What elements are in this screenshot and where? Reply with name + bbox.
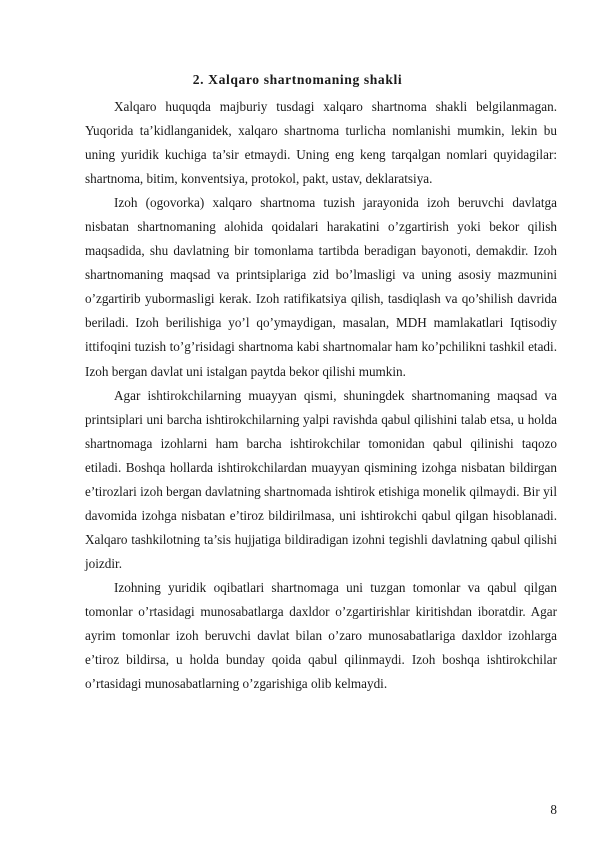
paragraph-1: Xalqaro huquqda majburiy tusdagi xalqaro shartnoma shakli belgilanmagan. Yuqorida ta’kidlanganidek, xalqaro shartnoma turlicha nomlanishi mumkin, lekin bu uning yuridik kuchiga ta’sir etmaydi. Uning eng keng tarqalgan nomlari quyidagilar: shartnoma, bitim, konventsiya, protokol, pakt, ustav, deklaratsiya. bbox=[85, 99, 557, 187]
section-heading: 2. Xalqaro shartnomaning shakli bbox=[192, 72, 403, 87]
paragraph-3: Agar ishtirokchilarning muayyan qismi, shuningdek shartnomaning maqsad va printsiplari uni barcha ishtirokchilarning yalpi ravishda qabul qilishini talab etsa, u holda shartnomaga izohlarni ham barcha ishtirokchilar tomonidan qabul qilinishi taqozo etiladi. Boshqa hollarda ishtirokchilardan muayyan qismining izohga nisbatan bildirgan e’tirozlari izoh bergan davlatning shartnomada ishtirok etishiga monelik qilmaydi. Bir yil davomida izohga nisbatan e’tiroz bildirilmasa, uni ishtirokchi qabul qilgan hisoblanadi. Xalqaro tashkilotning ta’sis hujjatiga bildiradigan izohni tegishli davlatning qabul qilishi joizdir. bbox=[85, 387, 557, 571]
body-text bbox=[85, 95, 557, 696]
paragraph-4: Izohning yuridik oqibatlari shartnomaga uni tuzgan tomonlar va qabul qilgan tomonlar o’rtasidagi munosabatlarga daxldor o’zgartirishlar kiritishdan iboratdir. Agar ayrim tomonlar izoh beruvchi davlat bilan o’zaro munosabatlariga daxldor izohlarga e’tiroz bildirsa, u holda bunday qoida qabul qilinmaydi. Izoh boshqa ishtirokchilar o’rtasidagi munosabatlarning o’zgarishiga olib kelmaydi. bbox=[85, 579, 557, 692]
page-number: 8 bbox=[550, 802, 557, 817]
paragraph-2: Izoh (ogovorka) xalqaro shartnoma tuzish jarayonida izoh beruvchi davlatga nisbatan shartnomaning alohida qoidalari harakatini o’zgartirish yoki bekor qilish maqsadida, shu davlatning bir tomonlama tartibda beradigan bayonoti, demakdir. Izoh shartnomaning maqsad va printsiplariga zid bo’lmasligi va uning asosiy mazmunini o’zgartirib yubormasligi kerak. Izoh ratifikatsiya qilish, tasdiqlash va qo’shilish davrida beriladi. Izoh berilishiga yo’l qo’ymaydigan, masalan, MDH mamlakatlari Iqtisodiy ittifoqini tuzish to’g’risidagi shartnoma kabi shartnomalar ham ko’pchilikni tashkil etadi. Izoh bergan davlat uni istalgan paytda bekor qilishi mumkin. bbox=[85, 195, 557, 379]
